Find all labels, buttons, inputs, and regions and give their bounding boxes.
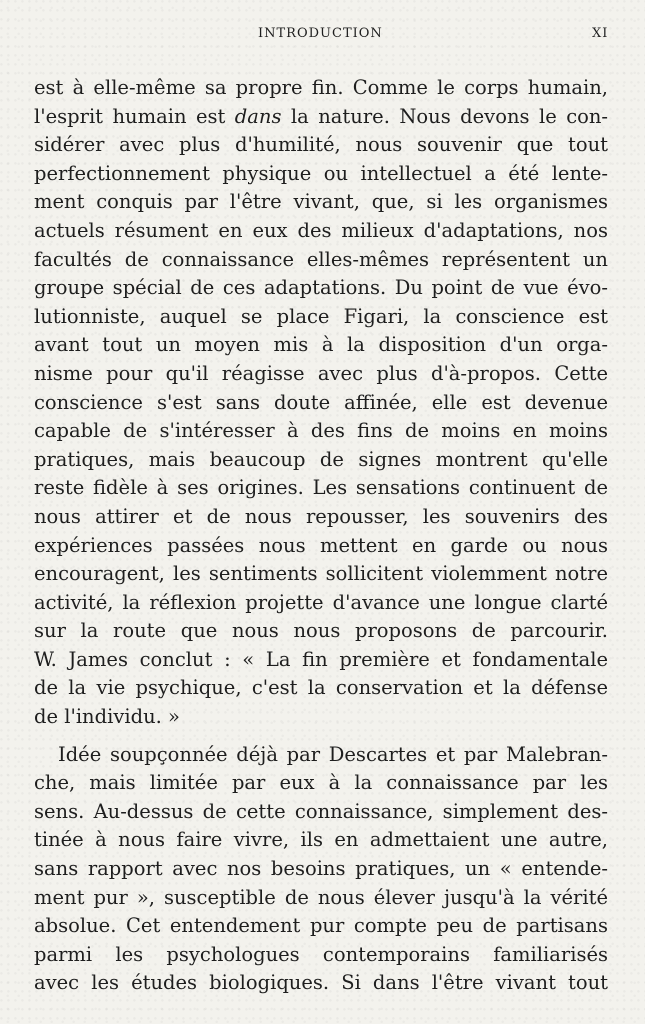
page-number: XI [592, 26, 609, 41]
text-line: che, mais limitée par eux à la connaissance par les [34, 771, 608, 795]
paragraph-2 [34, 741, 608, 998]
text-line: Idée soupçonnée déjà par Descartes et par Malebran- [58, 742, 608, 766]
text-line: avant tout un moyen mis à la disposition d'un orga- [34, 333, 608, 357]
text-line: reste fidèle à ses origines. Les sensations continuent de [34, 476, 608, 500]
text-line: encouragent, les sentiments sollicitent violemment notre [34, 562, 608, 586]
text-line: groupe spécial de ces adaptations. Du point de vue évo- [34, 276, 608, 300]
text-line: absolue. Cet entendement pur compte peu de partisans [34, 914, 608, 938]
text-line: parmi les psychologues contemporains familiarisés [34, 942, 608, 966]
text-line: sidérer avec plus d'humilité, nous souvenir que tout [34, 133, 608, 157]
text-line: perfectionnement physique ou intellectuel a été lente- [34, 161, 608, 185]
emphasis: dans [234, 104, 282, 128]
text-line: nisme pour qu'il réagisse avec plus d'à-propos. Cette [34, 361, 608, 385]
paragraph-gap [34, 732, 608, 741]
text-line: sans rapport avec nos besoins pratiques, un « entende- [34, 857, 608, 881]
text-line: ment conquis par l'être vivant, que, si les organismes [34, 190, 608, 214]
text-line: capable de s'intéresser à des fins de moins en moins [34, 419, 608, 443]
paragraph-1 [34, 74, 608, 732]
body-text [34, 74, 608, 998]
text-line: sur la route que nous nous proposons de parcourir. [34, 619, 608, 643]
text-line: nous attirer et de nous repousser, les souvenirs des [34, 504, 608, 528]
text-line: de la vie psychique, c'est la conservation et la défense [34, 676, 608, 700]
text-line: expériences passées nous mettent en garde ou nous [34, 533, 608, 557]
text-line: tinée à nous faire vivre, ils en admettaient une autre, [34, 828, 608, 852]
running-head: INTRODUCTION [258, 26, 383, 41]
text-line: activité, la réflexion projette d'avance une longue clarté [34, 590, 608, 614]
text-line: actuels résument en eux des milieux d'adaptations, nos [34, 218, 608, 242]
page-header [0, 24, 645, 44]
text-line: facultés de connaissance elles-mêmes représentent un [34, 247, 608, 271]
text-line: lutionniste, auquel se place Figari, la conscience est [34, 304, 608, 328]
text-line: est à elle-même sa propre fin. Comme le corps humain, [34, 76, 608, 99]
text-line: avec les études biologiques. Si dans l'être vivant tout [34, 971, 608, 995]
text-line: l'esprit humain est dans la nature. Nous devons le con- [34, 104, 608, 128]
text-line: sens. Au-dessus de cette connaissance, simplement des- [34, 799, 608, 823]
text-line: ment pur », susceptible de nous élever jusqu'à la vérité [34, 885, 608, 909]
text-line: W. James conclut : « La fin première et fondamentale [34, 647, 608, 671]
text-line: pratiques, mais beaucoup de signes montrent qu'elle [34, 447, 608, 471]
text-line: de l'individu. » [34, 705, 180, 729]
text-line: conscience s'est sans doute affinée, elle est devenue [34, 390, 608, 414]
